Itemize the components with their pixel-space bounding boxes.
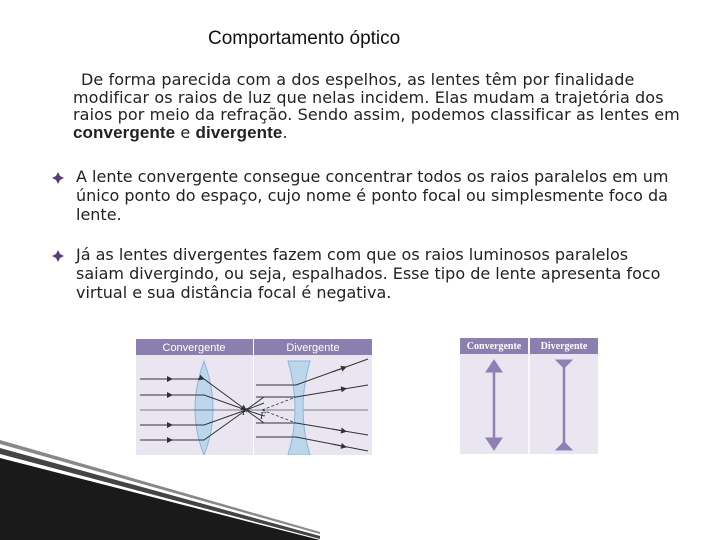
label-divergent: Divergente [540,341,588,352]
bullet-divergent [76,245,676,302]
label-divergent: Divergente [286,342,340,354]
intro-paragraph [73,71,683,141]
bullet-text: Já as lentes divergentes fazem com que os raios luminosos paralelos saiam divergindo, ou seja, espalhados. Esse tipo de lente apresenta foco virtual e sua distância focal é negativa. [76,245,661,302]
page-title: Comportamento óptico [208,28,401,49]
bullet-text: A lente convergente consegue concentrar todos os raios paralelos em um único ponto do espaço, cujo nome é ponto focal ou simplesmente foco da lente. [76,167,669,224]
bullet-convergent [76,167,676,224]
lens-ray-diagram [136,339,372,455]
focus-label-divergent: F [260,411,267,422]
term-divergent: divergente [195,122,283,142]
label-convergent: Convergente [162,342,226,354]
decorative-stripes [0,440,320,540]
lens-symbol-diagram [460,338,598,454]
focus-label-convergent: F [242,407,249,418]
intro-end: . [282,122,288,142]
diamond-bullet-icon [52,250,64,262]
diamond-bullet-icon [52,172,64,184]
intro-text: De forma parecida com a dos espelhos, as lentes têm por finalidade modificar os raios de luz que nelas incidem. Elas mudam a trajetória dos raios por meio da refração. Sendo assim, podemos classificar as lentes em [73,70,680,124]
label-convergent: Convergente [466,341,522,352]
term-convergent: convergente [73,122,176,142]
intro-connector: e [175,122,196,142]
